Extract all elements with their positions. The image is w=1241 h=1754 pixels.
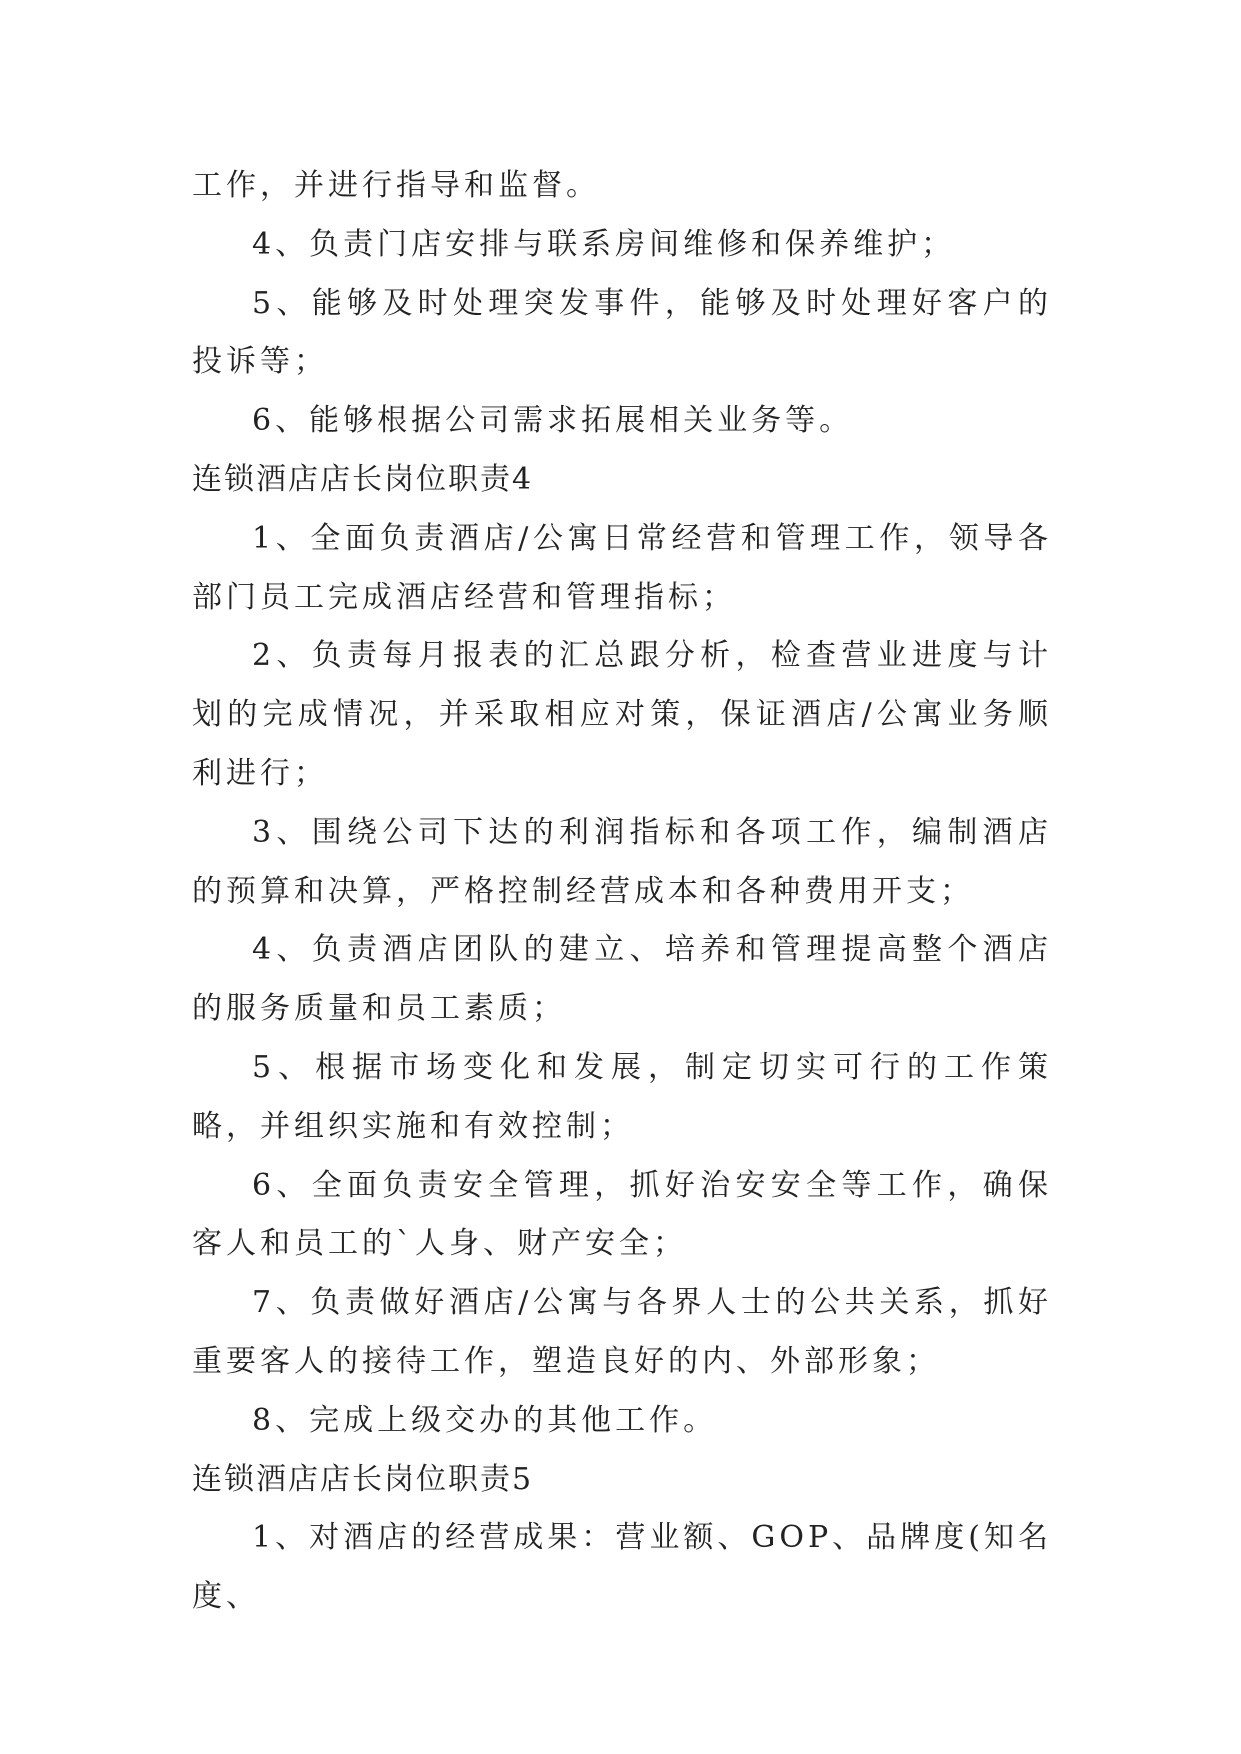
paragraph-item-4-duty: 4、负责门店安排与联系房间维修和保养维护； (252, 226, 956, 262)
paragraph-item-5-duty: 5、能够及时处理突发事件，能够及时处理好客户的投诉等； (192, 285, 1052, 380)
paragraph-item-3: 3、围绕公司下达的利润指标和各项工作，编制酒店的预算和决算，严格控制经营成本和各种费用开支； (192, 814, 1052, 909)
document-body (192, 157, 1052, 1627)
paragraph-item-6-duty: 6、能够根据公司需求拓展相关业务等。 (252, 403, 854, 439)
paragraph-item-5: 5、根据市场变化和发展，制定切实可行的工作策略，并组织实施和有效控制； (192, 1049, 1052, 1144)
paragraph-item-6: 6、全面负责安全管理，抓好治安安全等工作，确保客人和员工的`人身、财产安全； (192, 1167, 1052, 1262)
paragraph-item-8: 8、完成上级交办的其他工作。 (252, 1402, 718, 1438)
section-heading-4: 连锁酒店店长岗位职责4 (192, 461, 534, 497)
paragraph-item-1-section-5: 1、对酒店的经营成果：营业额、GOP、品牌度(知名度、 (192, 1520, 1052, 1615)
paragraph-item-2: 2、负责每月报表的汇总跟分析，检查营业进度与计划的完成情况，并采取相应对策，保证酒店/公寓业务顺利进行； (192, 638, 1052, 791)
paragraph-item-7: 7、负责做好酒店/公寓与各界人士的公共关系，抓好重要客人的接待工作，塑造良好的内、外部形象； (192, 1285, 1052, 1379)
paragraph-continuation: 工作，并进行指导和监督。 (192, 168, 600, 203)
paragraph-item-1: 1、全面负责酒店/公寓日常经营和管理工作，领导各部门员工完成酒店经营和管理指标； (192, 520, 1052, 615)
section-heading-5: 连锁酒店店长岗位职责5 (192, 1461, 534, 1497)
paragraph-item-4: 4、负责酒店团队的建立、培养和管理提高整个酒店的服务质量和员工素质； (192, 932, 1052, 1027)
